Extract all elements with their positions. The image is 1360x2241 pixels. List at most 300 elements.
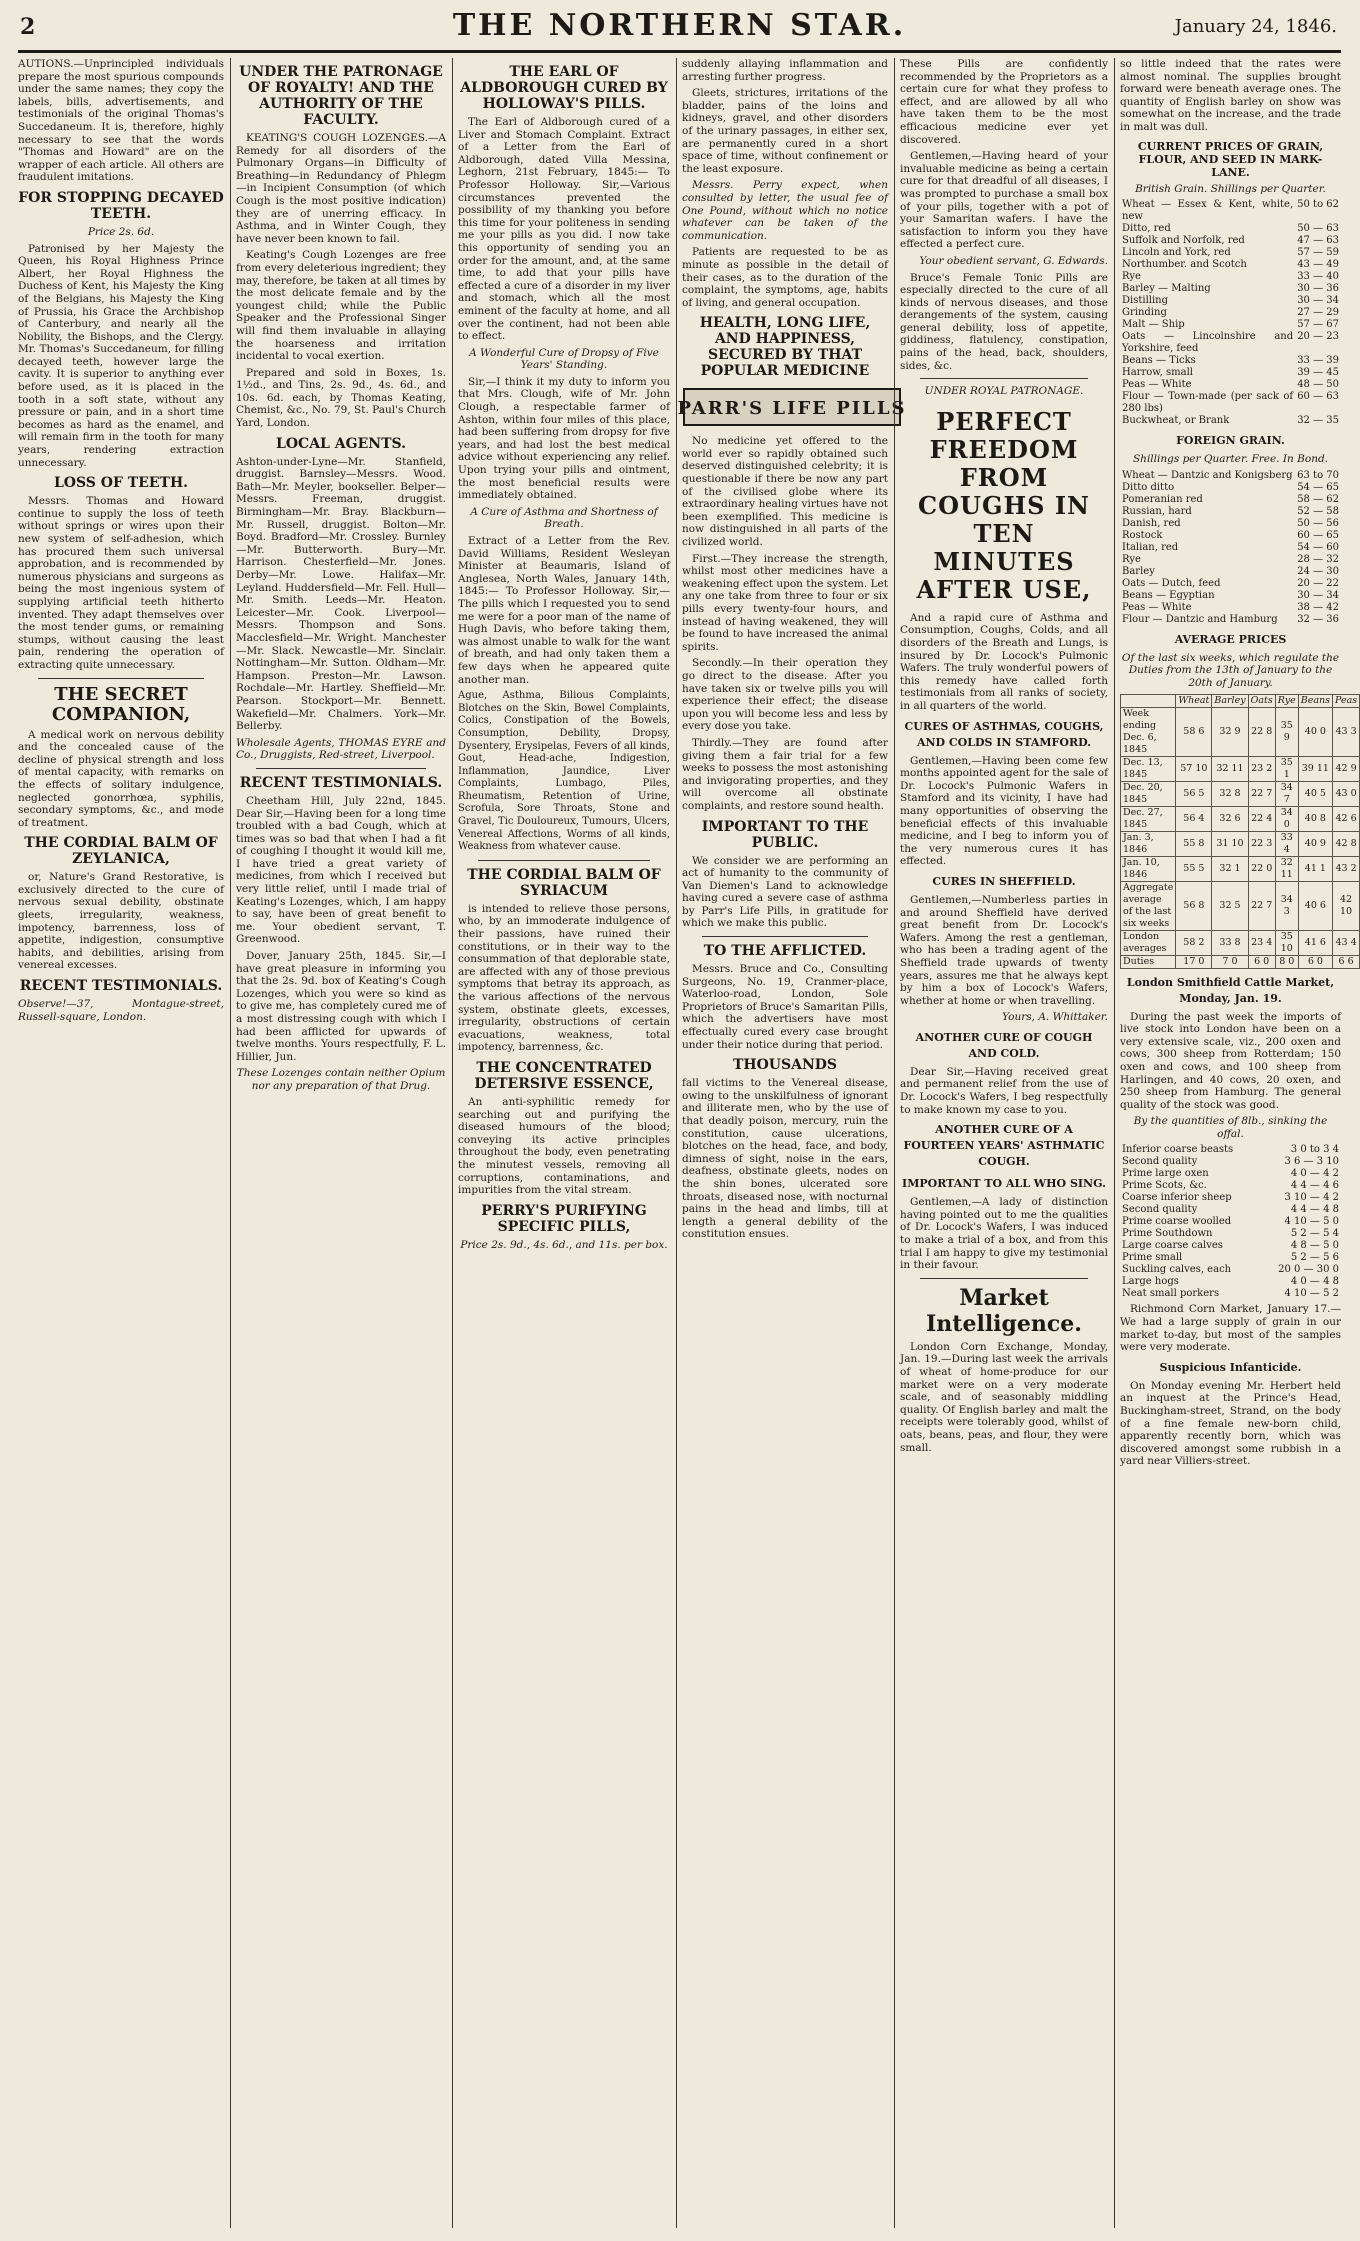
price-item-value: 60 — 63	[1297, 391, 1339, 403]
price-row	[1120, 1180, 1341, 1192]
price-item-value: 24 — 30	[1297, 565, 1339, 577]
average-prices-row	[1121, 707, 1360, 756]
parrs-life-pills-logo	[677, 387, 907, 427]
subheading-foreign-grain: Shillings per Quarter. Free. In Bond.	[1132, 453, 1329, 466]
average-prices-cell: 17 0	[1176, 955, 1212, 968]
paragraph-loss-of-teeth: Messrs. Thomas and Howard continue to supply the loss of teeth without springs or wires upon their new system of self-adhesion, which has procured them such universal approbation, and is recommended by numerous physicians and surgeons as being the most ingenious system of supplying artificial teeth hitherto invented. They adapt themselves over the most tender gums, or remaining stumps, without causing the least pain, rendering the operation of extracting quite unnecessary.	[18, 495, 224, 671]
heading-suspicious-infanticide: Suspicious Infanticide.	[1159, 1360, 1302, 1374]
price-item-name: Russian, hard	[1122, 505, 1192, 517]
column-2	[236, 58, 446, 2228]
price-item-name: Flour — Dantzic and Hamburg	[1122, 613, 1278, 625]
price-item-name: Grinding	[1122, 307, 1167, 319]
heading-secret-companion: THE SECRET COMPANION,	[51, 683, 191, 725]
divider	[920, 378, 1088, 379]
average-prices-cell: 22 4	[1248, 806, 1275, 831]
average-prices-cell: 42 6	[1333, 806, 1360, 831]
paragraph-secret-companion: A medical work on nervous debility and the concealed cause of the decline of physical strength and loss of mental capacity, with remarks on the effects of solitary indulgence, neglected gonorrhœa, syphilis, secondary symptoms, &c., and mode of treatment.	[18, 728, 224, 829]
price-item-name: Coarse inferior sheep	[1122, 1192, 1232, 1204]
price-item-value: 32 — 36	[1297, 613, 1339, 625]
price-item-value: 38 — 42	[1297, 601, 1339, 613]
column-rule	[894, 58, 895, 2228]
average-prices-cell: 43 4	[1333, 930, 1360, 955]
price-item-name: Barley	[1122, 565, 1155, 577]
average-prices-cell: 33 8	[1212, 930, 1248, 955]
price-row	[1120, 470, 1341, 482]
price-item-value: 30 — 36	[1297, 283, 1339, 295]
average-prices-week: Aggregate average of the last six weeks	[1121, 881, 1176, 930]
price-item-value: 20 — 22	[1297, 577, 1339, 589]
paragraph-balm-syriacum: is intended to relieve those persons, who, by an immoderate indulgence of their passions, have ruined their constitutions, or in their way to the consummation of that deplorable state, are affected with any of those previous symptoms that betray its approach, as the various affections of the nervous system, obstinate gleets, excesses, irregularity, obstructions of certain evacuations, weakness, total impotency, barrenness, &c.	[458, 902, 670, 1054]
heading-to-the-afflicted: TO THE AFFLICTED.	[703, 943, 867, 960]
price-item-name: Peas — White	[1122, 601, 1192, 613]
paragraph-stamford: Gentlemen,—Having been come few months appointed agent for the sale of Dr. Locock's Pulmonic Wafers in Stamford and its vicinity, I have had many opportunities of observing the beneficial effects of this invaluable medicine, and I beg to inform you of the very numerous cures it has effected.	[900, 754, 1108, 868]
price-item-value: 4 4 — 4 8	[1290, 1204, 1339, 1216]
price-item-value: 58 — 62	[1297, 493, 1339, 505]
price-item-name: Barley — Malting	[1122, 283, 1211, 295]
meat-prices-table	[1120, 1144, 1341, 1300]
price-item-name: Rye	[1122, 553, 1141, 565]
price-row	[1120, 1288, 1341, 1300]
average-prices-row	[1121, 806, 1360, 831]
price-row	[1120, 494, 1341, 506]
heading-stamford-cures: CURES OF ASTHMAS, COUGHS, AND COLDS IN STAMFORD.	[904, 719, 1104, 749]
average-prices-cell: 43 3	[1333, 707, 1360, 756]
agents-list: Ashton-under-Lyne—Mr. Stanfield, druggist. Barnsley—Messrs. Wood. Bath—Mr. Meyler, bookseller. Belper—Messrs. Freeman, druggist. Birmingham—Mr. Bray. Blackburn—Mr. Russell, druggist. Bolton—Mr. Boyd. Bradford—Mr. Crossley. Burnley—Mr. Butterworth. Bury—Mr. Harrison. Chesterfield—Mr. Jones. Derby—Mr. Lowe. Halifax—Mr. Leyland. Huddersfield—Mr. Fell. Hull—Mr. Smith. Leeds—Mr. Heaton. Leicester—Mr. Cook. Liverpool—Messrs. Thompson and Sons. Macclesfield—Mr. Wright. Manchester—Mr. Slack. Newcastle—Mr. Sinclair. Nottingham—Mr. Sutton. Oldham—Mr. Hampson. Preston—Mr. Lawson. Rochdale—Mr. Hartley. Sheffield—Mr. Pearson. Stockport—Mr. Bennett. Wakefield—Mr. Chalmers. York—Mr. Bellerby.	[236, 455, 446, 733]
average-prices-cell: 34 0	[1275, 806, 1298, 831]
price-item-name: Suckling calves, each	[1122, 1264, 1232, 1276]
heading-health-long-life: HEALTH, LONG LIFE, AND HAPPINESS, SECURED BY THAT POPULAR MEDICINE	[699, 315, 871, 380]
average-prices-cell: 56 4	[1176, 806, 1212, 831]
divider	[38, 678, 204, 679]
price-item-value: 47 — 63	[1297, 235, 1339, 247]
average-prices-cell: 32 5	[1212, 881, 1248, 930]
price-item-value: 4 0 — 4 8	[1290, 1276, 1339, 1288]
price-row	[1120, 271, 1341, 283]
price-item-name: Suffolk and Norfolk, red	[1122, 235, 1245, 247]
foreign-grain-table	[1120, 470, 1341, 626]
column-3	[458, 58, 670, 2228]
price-item-name: Prime large oxen	[1122, 1168, 1209, 1180]
price-row	[1120, 295, 1341, 307]
price-row	[1120, 367, 1341, 379]
average-prices-cell: 42 10	[1333, 881, 1360, 930]
subheading-meat-prices: By the quantities of 8lb., sinking the offal.	[1133, 1115, 1328, 1140]
price-row	[1120, 355, 1341, 367]
average-prices-header: Peas	[1333, 694, 1360, 707]
average-prices-cell: 23 2	[1248, 756, 1275, 781]
price-item-value: 33 — 40	[1297, 271, 1339, 283]
heading-sheffield-cures: CURES IN SHEFFIELD.	[932, 874, 1076, 888]
price-item-value: 27 — 29	[1297, 307, 1339, 319]
column-5	[900, 58, 1108, 2228]
average-prices-week: Dec. 13, 1845	[1121, 756, 1176, 781]
price-row	[1120, 1144, 1341, 1156]
paragraph-parr-celebrity: No medicine yet offered to the world ever so rapidly obtained such deserved distinguished celebrity; it is questionable if there be now any part of the civilised globe where its extraordinary healing virtues have not been exemplified. This medicine is now distinguished in all parts of the civilized world.	[682, 435, 888, 549]
price-item-value: 5 2 — 5 6	[1290, 1252, 1339, 1264]
price-item-value: 63 to 70	[1297, 469, 1339, 481]
newspaper-title: THE NORTHERN STAR.	[452, 8, 907, 43]
price-item-value: 60 — 65	[1297, 529, 1339, 541]
price-item-name: Second quality	[1122, 1156, 1198, 1168]
price-row	[1120, 530, 1341, 542]
price-row	[1120, 235, 1341, 247]
paragraph-thousands: fall victims to the Venereal disease, owing to the unskilfulness of ignorant and illiterate men, who by the use of that deadly poison, mercury, ruin the constitution, cause ulcerations, blotches on the head, face, and body, dimness of sight, noise in the ears, deafness, obstinate gleets, nodes on the shin bones, ulcerated sore throats, diseased nose, with nocturnal pains in the head and limbs, till at length a general debility of the constitution ensues.	[682, 1077, 888, 1241]
heading-cough-cold: ANOTHER CURE OF COUGH AND COLD.	[915, 1030, 1093, 1060]
heading-detersive-essence: THE CONCENTRATED DETERSIVE ESSENCE,	[474, 1059, 654, 1092]
paragraph-bruce-co: Messrs. Bruce and Co., Consulting Surgeons, No. 19, Cranmer-place, Waterloo-road, London, Sole Proprietors of Bruce's Samaritan Pills, which the advertisers have most effectually cured every case brought under their notice during that period.	[682, 963, 888, 1051]
price-item-value: 50 — 56	[1297, 517, 1339, 529]
average-prices-cell: 43 0	[1333, 781, 1360, 806]
paragraph-continued: suddenly allaying inflammation and arresting further progress.	[682, 58, 888, 83]
price-item-name: Rye	[1122, 271, 1141, 283]
paragraph-richmond: Richmond Corn Market, January 17.—We had a large supply of grain in our market to-day, but most of the samples were very moderate.	[1120, 1303, 1341, 1354]
paragraph-asthma: Extract of a Letter from the Rev. David Williams, Resident Wesleyan Minister at Beaumaris, Island of Anglesea, North Wales, January 14th, 1845:— To Professor Holloway. Sir,—The pills which I requested you to send me were for a poor man of the name of Hugh Davis, who before taking them, was almost unable to walk for the want of breath, and had only taken them a few days when he appeared quite another man.	[458, 535, 670, 686]
price-item-value: 3 6 — 3 10	[1284, 1156, 1339, 1168]
average-prices-week: Jan. 3, 1846	[1121, 831, 1176, 856]
price-item-name: Ditto ditto	[1122, 481, 1175, 493]
price-row	[1120, 1252, 1341, 1264]
price-item-value: 28 — 32	[1297, 553, 1339, 565]
price-item-value: 4 10 — 5 0	[1284, 1216, 1339, 1228]
price-item-name: Pomeranian red	[1122, 493, 1203, 505]
price-row	[1120, 283, 1341, 295]
heading-average-prices: AVERAGE PRICES	[1174, 632, 1287, 646]
average-prices-row	[1121, 955, 1360, 968]
price-item-name: Large coarse calves	[1122, 1240, 1223, 1252]
paragraph-gleets: Gleets, strictures, irritations of the bladder, pains of the loins and kidneys, gravel, and other disorders of the urinary passages, in either sex, are permanently cured in a short space of time, without confinement or the least exposure.	[682, 87, 888, 175]
price-item-name: Wheat — Essex & Kent, white, new	[1122, 199, 1294, 223]
price-row	[1120, 602, 1341, 614]
average-prices-week: London averages	[1121, 930, 1176, 955]
price-row	[1120, 506, 1341, 518]
price-row	[1120, 391, 1341, 415]
testimonial-dover: Dover, January 25th, 1845. Sir,—I have great pleasure in informing you that the 2s. 9d. box of Keating's Cough Lozenges, which you were so kind as to give me, has completely cured me of a most distressing cough with which I had been afflicted for upwards of twelve months. Yours respectfully, F. L. Hillier, Jun.	[236, 950, 446, 1063]
column-4	[677, 58, 907, 2228]
price-row	[1120, 199, 1341, 223]
paragraph-cough-cold: Dear Sir,—Having received great and permanent relief from the use of Dr. Locock's Wafers, I beg respectfully to make known my case to you.	[900, 1065, 1108, 1116]
column-rule	[676, 58, 677, 2228]
paragraph-patronised: Patronised by her Majesty the Queen, his Royal Highness Prince Albert, her Royal Highness the Duchess of Kent, his Majesty the King of the Belgians, his Majesty the King of Prussia, his Grace the Archbishop of Canterbury, and nearly all the Nobility, the Bishops, and the Clergy. Mr. Thomas's Succedaneum, for filling decayed teeth, however large the cavity. It is superior to anything ever before used, as it is placed in the tooth in a soft state, without any pressure or pain, and in a short time becomes as hard as the enamel, and will remain firm in the tooth for many years, rendering extraction unnecessary.	[18, 242, 224, 469]
price-item-value: 54 — 60	[1297, 541, 1339, 553]
price-item-name: Wheat — Dantzic and Konigsberg	[1122, 469, 1293, 481]
price-item-value: 54 — 65	[1297, 481, 1339, 493]
heading-testimonials: RECENT TESTIMONIALS.	[19, 978, 223, 995]
logo-text: PARR'S LIFE PILLS	[677, 398, 907, 420]
price-row	[1120, 379, 1341, 391]
average-prices-row	[1121, 781, 1360, 806]
price-item-value: 48 — 50	[1297, 379, 1339, 391]
average-prices-cell: 8 0	[1275, 955, 1298, 968]
heading-smithfield: London Smithfield Cattle Market, Monday, Jan. 19.	[1126, 975, 1335, 1005]
average-prices-header: Barley	[1212, 694, 1248, 707]
price-item-value: 4 10 — 5 2	[1284, 1288, 1339, 1300]
average-prices-table	[1120, 694, 1360, 969]
price-row	[1120, 542, 1341, 554]
heading-perry-pills: PERRY'S PURIFYING SPECIFIC PILLS,	[481, 1202, 647, 1235]
average-prices-cell: 42 8	[1333, 831, 1360, 856]
paragraph-sheffield: Gentlemen,—Numberless parties in and around Sheffield have derived great benefit from Dr. Locock's Wafers. Among the rest a gentleman, who has been a trading agent of the Sheffield trade upwards of twenty years, assures me that he always kept by him a box of Locock's Wafers, whether at home or when travelling.	[900, 893, 1108, 1007]
paragraph-earl-letter: The Earl of Aldborough cured of a Liver and Stomach Complaint. Extract of a Letter from the Earl of Aldborough, dated Villa Messina, Leghorn, 21st February, 1845:— To Professor Holloway. Sir,—Various circumstances prevented the possibility of my thanking you before this time for your politeness in sending me your pills as you did. I now take this opportunity of sending you an order for the amount, and, at the same time, to add that your pills have effected a cure of a disorder in my liver and stomach, which all the most eminent of the faculty at home, and all over the continent, had not been able to effect.	[458, 116, 670, 343]
paragraph-pills-recommended: These Pills are confidently recommended by the Proprietors as a certain cure for what they profess to effect, and are allowed by all who have taken them to be the most efficacious medicine ever yet discovered.	[900, 58, 1108, 146]
average-prices-cell: 22 3	[1248, 831, 1275, 856]
column-rule	[1114, 58, 1115, 2228]
price-row	[1120, 1216, 1341, 1228]
price-item-name: Beans — Ticks	[1122, 355, 1196, 367]
paragraph-patients: Patients are requested to be as minute as possible in the detail of their cases, as to the duration of the complaint, the symptoms, age, habits of living, and general occupation.	[682, 246, 888, 309]
heading-asthma-cure: A Cure of Asthma and Shortness of Breath.	[470, 505, 658, 531]
average-prices-cell: 6 6	[1333, 955, 1360, 968]
average-prices-week: Dec. 20, 1845	[1121, 781, 1176, 806]
page-number: 2	[20, 14, 36, 40]
price-item-name: Lincoln and York, red	[1122, 247, 1231, 259]
heading-earl-aldborough: THE EARL OF ALDBOROUGH CURED BY HOLLOWAY'S PILLS.	[460, 64, 668, 112]
average-prices-cell: 23 4	[1248, 930, 1275, 955]
average-prices-header: Rye	[1275, 694, 1298, 707]
price-item-value: 30 — 34	[1297, 295, 1339, 307]
price-item-value: 4 4 — 4 6	[1290, 1180, 1339, 1192]
price-item-name: Neat small porkers	[1122, 1288, 1220, 1300]
price-item-name: Northumber. and Scotch	[1122, 259, 1247, 271]
average-prices-header: Wheat	[1176, 694, 1212, 707]
signer-edwards: Your obedient servant, G. Edwards.	[919, 254, 1108, 267]
price-item-name: Peas — White	[1122, 379, 1192, 391]
price-item-name: Inferior coarse beasts	[1122, 1144, 1234, 1156]
average-prices-cell: 22 8	[1248, 707, 1275, 756]
average-prices-cell: 58 6	[1176, 707, 1212, 756]
average-prices-week: Dec. 27, 1845	[1121, 806, 1176, 831]
average-prices-header: Oats	[1248, 694, 1275, 707]
heading-cordial-balm: THE CORDIAL BALM OF ZEYLANICA,	[24, 835, 218, 868]
paragraph-sing: Gentlemen,—A lady of distinction having pointed out to me the qualities of Dr. Locock's Wafers, I was induced to make a trial of a box, and from this trial I am happy to give my testimonial in their favour.	[900, 1196, 1108, 1272]
price-row	[1120, 1240, 1341, 1252]
paragraph-corn-exchange: London Corn Exchange, Monday, Jan. 19.—During last week the arrivals of wheat of home-produce for our market were on a very moderate scale, and of seasonably middling quality. Of English barley and malt the receipts were tolerably good, whilst of oats, beans, peas, and flour, they were small.	[900, 1340, 1108, 1454]
price-row	[1120, 1168, 1341, 1180]
price-item-name: Prime small	[1122, 1252, 1183, 1264]
average-prices-cell: 32 6	[1212, 806, 1248, 831]
price-item-value: 30 — 34	[1297, 589, 1339, 601]
price-row	[1120, 518, 1341, 530]
average-prices-cell: 40 6	[1298, 881, 1332, 930]
paragraph-keating-delicate: Keating's Cough Lozenges are free from every deleterious ingredient; they may, therefore, be taken at all times by the most delicate female and by the youngest child; while the Public Speaker and the Professional Singer will find them invaluable in allaying the hoarseness and irritation incidental to vocal exertion.	[236, 249, 446, 363]
price-item-value: 39 — 45	[1297, 367, 1339, 379]
price-row	[1120, 1276, 1341, 1288]
price-row	[1120, 247, 1341, 259]
price-item-value: 33 — 39	[1297, 355, 1339, 367]
average-prices-cell: 34 3	[1275, 881, 1298, 930]
price-row	[1120, 1192, 1341, 1204]
headline-perfect-freedom: PERFECT FREEDOM FROM COUGHS IN TEN MINUTES AFTER USE,	[916, 406, 1092, 604]
average-prices-row	[1121, 930, 1360, 955]
price-perry-pills: Price 2s. 9d., 4s. 6d., and 11s. per box.	[460, 1238, 668, 1251]
average-prices-cell: 56 5	[1176, 781, 1212, 806]
column-1-footer: Observe!—37, Montague-street, Russell-square, London.	[18, 998, 224, 1023]
british-grain-table	[1120, 199, 1341, 427]
paragraph-female-tonic: Bruce's Female Tonic Pills are especially directed to the cure of all kinds of nervous diseases, and those derangements of the system, causing general debility, loss of appetite, giddiness, flatulency, constipation, pains of the head, back, shoulders, sides, &c.	[900, 271, 1108, 372]
price-row	[1120, 331, 1341, 355]
price-row	[1120, 1228, 1341, 1240]
price-item-value: 4 0 — 4 2	[1290, 1168, 1339, 1180]
heading-local-agents: LOCAL AGENTS.	[276, 435, 406, 452]
average-prices-header: Beans	[1298, 694, 1332, 707]
heading-recent-testimonials: RECENT TESTIMONIALS.	[239, 774, 443, 791]
wholesale-agents: Wholesale Agents, THOMAS EYRE and Co., Druggists, Red-street, Liverpool.	[236, 736, 446, 762]
heading-fourteen-years: ANOTHER CURE OF A FOURTEEN YEARS' ASTHMATIC COUGH.	[903, 1123, 1105, 1169]
price-item-value: 32 — 35	[1297, 415, 1339, 427]
heading-loss-of-teeth: LOSS OF TEETH.	[53, 475, 189, 492]
subheading-average-prices: Of the last six weeks, which regulate the Duties from the 13th of January to the 20th of January.	[1121, 651, 1340, 689]
price-item-name: Distilling	[1122, 295, 1169, 307]
price-row	[1120, 223, 1341, 235]
average-prices-row	[1121, 831, 1360, 856]
price-row	[1120, 566, 1341, 578]
divider	[702, 936, 868, 937]
average-prices-cell: 41 1	[1298, 856, 1332, 881]
price-item-value: 5 2 — 5 4	[1290, 1228, 1339, 1240]
average-prices-cell: 40 0	[1298, 707, 1332, 756]
average-prices-cell: 42 9	[1333, 756, 1360, 781]
average-prices-cell: 43 2	[1333, 856, 1360, 881]
average-prices-week: Duties	[1121, 955, 1176, 968]
price-row	[1120, 1264, 1341, 1276]
heading-foreign-grain: FOREIGN GRAIN.	[1176, 434, 1285, 448]
price-item-value: 4 8 — 5 0	[1290, 1240, 1339, 1252]
heading-stopping-teeth: FOR STOPPING DECAYED TEETH.	[18, 189, 224, 222]
no-opium-note: These Lozenges contain neither Opium nor any preparation of that Drug.	[236, 1067, 446, 1092]
paragraph-market-continued: so little indeed that the rates were almost nominal. The supplies brought forward were beneath average ones. The quantity of English barley on show was somewhat on the increase, and the trade in malt was dull.	[1120, 58, 1341, 133]
price-item-value: 43 — 49	[1297, 259, 1339, 271]
price-row	[1120, 482, 1341, 494]
column-6	[1120, 58, 1358, 2228]
price-item-name: Malt — Ship	[1122, 319, 1185, 331]
paragraph-cordial-balm: or, Nature's Grand Restorative, is exclusively directed to the cure of nervous sexual debility, obstinate gleets, irregularity, weakness, impotency, barrenness, loss of appetite, indigestion, consumptive habits, and debilities, arising from venereal excesses.	[18, 871, 224, 972]
price-row	[1120, 578, 1341, 590]
price-row	[1120, 259, 1341, 271]
average-prices-cell: 6 0	[1248, 955, 1275, 968]
signer-whittaker: Yours, A. Whittaker.	[1002, 1011, 1108, 1024]
paragraph-van-diemen: We consider we are performing an act of humanity to the community of Van Diemen's Land to acknowledge having cured a severe case of asthma by Parr's Life Pills, in gratitude for which we make this public.	[682, 854, 888, 930]
price-item-name: Prime Southdown	[1122, 1228, 1213, 1240]
caution-notice: AUTIONS.—Unprincipled individuals prepare the most spurious compounds under the same names; they copy the labels, bills, advertisements, and testimonials of the original Thomas's Succedaneum. It is, therefore, highly necessary to see that the words "Thomas and Howard" are on the wrapper of each article. All others are fraudulent imitations.	[18, 58, 224, 184]
heading-all-who-sing: IMPORTANT TO ALL WHO SING.	[902, 1177, 1106, 1191]
price-item-name: Rostock	[1122, 529, 1163, 541]
average-prices-cell: 40 5	[1298, 781, 1332, 806]
divider	[920, 1278, 1088, 1279]
average-prices-cell: 32 11	[1212, 756, 1248, 781]
price-item-name: Buckwheat, or Brank	[1122, 415, 1230, 427]
price-item-value: 52 — 58	[1297, 505, 1339, 517]
average-prices-cell: 6 0	[1298, 955, 1332, 968]
average-prices-cell: 34 7	[1275, 781, 1298, 806]
price-item-value: 50 — 63	[1297, 223, 1339, 235]
price-item-name: Beans — Egyptian	[1122, 589, 1215, 601]
paragraph-keating-prepared: Prepared and sold in Boxes, 1s. 1½d., and Tins, 2s. 9d., 4s. 6d., and 10s. 6d. each, by Thomas Keating, Chemist, &c., No. 79, St. Paul's Church Yard, London.	[236, 366, 446, 430]
average-prices-cell: 32 11	[1275, 856, 1298, 881]
price-stopping-teeth: Price 2s. 6d.	[87, 225, 155, 238]
average-prices-row	[1121, 881, 1360, 930]
column-rule	[230, 58, 231, 2228]
heading-market-intelligence: Market Intelligence.	[926, 1284, 1082, 1337]
heading-important-public: IMPORTANT TO THE PUBLIC.	[701, 818, 869, 851]
paragraph-keating-lozenges: KEATING'S COUGH LOZENGES.—A Remedy for all disorders of the Pulmonary Organs—in Difficulty of Breathing—in Redundancy of Phlegm—in Incipient Consumption (of which Cough is the most positive indication) they are of unerring efficacy. In Asthma, and in Winter Cough, they have never been known to fail.	[236, 132, 446, 245]
price-item-name: Oats — Dutch, feed	[1122, 577, 1221, 589]
masthead-rule	[18, 52, 1341, 53]
price-row	[1120, 614, 1341, 626]
price-item-name: Flour — Town-made (per sack of 280 lbs)	[1122, 391, 1294, 415]
average-prices-cell: 55 5	[1176, 856, 1212, 881]
price-item-value: 3 10 — 4 2	[1284, 1192, 1339, 1204]
average-prices-cell: 58 2	[1176, 930, 1212, 955]
average-prices-week: Week ending Dec. 6, 1845	[1121, 707, 1176, 756]
price-item-value: 57 — 59	[1297, 247, 1339, 259]
average-prices-row	[1121, 756, 1360, 781]
price-item-name: Italian, red	[1122, 541, 1179, 553]
price-item-name: Oats — Lincolnshire and Yorkshire, feed	[1122, 331, 1294, 355]
average-prices-cell: 57 10	[1176, 756, 1212, 781]
average-prices-cell: 35 9	[1275, 707, 1298, 756]
heading-thousands: THOUSANDS	[732, 1057, 838, 1074]
paragraph-dropsy: Sir,—I think it my duty to inform you that Mrs. Clough, wife of Mr. John Clough, a respectable farmer of Ashton, within four miles of this place, had been suffering from dropsy for five years, and had lost the best medical advice without experiencing any relief. Upon trying your pills and ointment, the most beneficial results were immediately obtained.	[458, 375, 670, 502]
heading-royalty-patronage: UNDER THE PATRONAGE OF ROYALTY! AND THE AUTHORITY OF THE FACULTY.	[239, 64, 443, 128]
average-prices-cell: 40 8	[1298, 806, 1332, 831]
paragraph-parr-second: Secondly.—In their operation they go direct to the disease. After you have taken six or twelve pills you will experience their effect; the disease upon you will become less and less by every dose you take.	[682, 657, 888, 733]
average-prices-cell: 32 9	[1212, 707, 1248, 756]
average-prices-cell: 39 11	[1298, 756, 1332, 781]
price-item-value: 50 to 62	[1297, 199, 1339, 211]
price-row	[1120, 319, 1341, 331]
price-item-value: 57 — 67	[1297, 319, 1339, 331]
heading-dropsy-cure: A Wonderful Cure of Dropsy of Five Years' Standing.	[469, 346, 659, 372]
heading-royal-patronage: UNDER ROYAL PATRONAGE.	[924, 385, 1084, 398]
heading-current-prices: CURRENT PRICES OF GRAIN, FLOUR, AND SEED IN MARK-LANE.	[1137, 139, 1324, 179]
price-item-name: Ditto, red	[1122, 223, 1171, 235]
average-prices-cell: 32 1	[1212, 856, 1248, 881]
average-prices-row	[1121, 856, 1360, 881]
average-prices-cell: 31 10	[1212, 831, 1248, 856]
price-row	[1120, 307, 1341, 319]
average-prices-cell: 41 6	[1298, 930, 1332, 955]
price-item-name: Large hogs	[1122, 1276, 1179, 1288]
price-item-name: Danish, red	[1122, 517, 1181, 529]
testimonial-cheetham-hill: Cheetham Hill, July 22nd, 1845. Dear Sir,—Having been for a long time troubled with a bad Cough, which at times was so bad that when I had a fit of coughing I thought it would kill me, I have tried a great variety of medicines, from which I received but very little relief, until I made trial of Keating's Lozenges, which, I am happy to say, have been of great benefit to me. Your obedient servant, T. Greenwood.	[236, 794, 446, 946]
paragraph-infanticide: On Monday evening Mr. Herbert held an inquest at the Prince's Head, Buckingham-street, Strand, on the body of a fine female new-born child, apparently recently born, which was discovered amongst some rubbish in a yard near Villiers-street.	[1120, 1379, 1341, 1468]
column-1	[18, 58, 224, 2228]
average-prices-cell: 22 7	[1248, 781, 1275, 806]
average-prices-header	[1121, 694, 1176, 707]
paragraph-locock-wafers: And a rapid cure of Asthma and Consumption, Coughs, Colds, and all disorders of the Breath and Lungs, is insured by Dr. Locock's Pulmonic Wafers. The truly wonderful powers of this remedy have called forth testimonials from all ranks of society, in all quarters of the world.	[900, 611, 1108, 712]
divider	[478, 860, 650, 861]
paragraph-parr-first: First.—They increase the strength, whilst most other medicines have a weakening effect upon the system. Let any one take from three to four or six pills every twenty-four hours, and instead of having weakened, they will be found to have increased the animal spirits.	[682, 552, 888, 653]
average-prices-cell: 32 8	[1212, 781, 1248, 806]
average-prices-week: Jan. 10, 1846	[1121, 856, 1176, 881]
paragraph-smithfield: During the past week the imports of live stock into London have been on a very extensive scale, viz., 200 oxen and cows, 300 sheep from Rotterdam; 150 oxen and cows, and 100 sheep from Harlingen, and 40 cows, 20 oxen, and 250 sheep from Hamburg. The general quality of the stock was good.	[1120, 1010, 1341, 1111]
price-row	[1120, 415, 1341, 427]
price-item-name: Prime Scots, &c.	[1122, 1180, 1207, 1192]
price-row	[1120, 590, 1341, 602]
price-item-name: Harrow, small	[1122, 367, 1193, 379]
average-prices-cell: 35 1	[1275, 756, 1298, 781]
diseases-list: Ague, Asthma, Bilious Complaints, Blotches on the Skin, Bowel Complaints, Colics, Constipation of the Bowels, Consumption, Debility, Dropsy, Dysentery, Erysipelas, Fevers of all kinds, Gout, Head-ache, Indigestion, Inflammation, Jaundice, Liver Complaints, Lumbago, Piles, Rheumatism, Retention of Urine, Scrofula, Sore Throats, Stone and Gravel, Tic Douloureux, Tumours, Ulcers, Venereal Affections, Worms of all kinds, Weakness from whatever cause.	[458, 690, 670, 853]
paragraph-perry-fee: Messrs. Perry expect, when consulted by letter, the usual fee of One Pound, without which no notice whatever can be taken of the communication.	[682, 179, 888, 242]
paragraph-parr-third: Thirdly.—They are found after giving them a fair trial for a few weeks to possess the most astonishing and invigorating properties, and they will overcome all obstinate complaints, and restore sound health.	[682, 736, 888, 812]
price-row	[1120, 554, 1341, 566]
price-item-value: 20 0 — 30 0	[1278, 1264, 1339, 1276]
average-prices-cell: 56 8	[1176, 881, 1212, 930]
paragraph-detersive-essence: An anti-syphilitic remedy for searching out and purifying the diseased humours of the blood; conveying its active principles throughout the body, even penetrating the minutest vessels, removing all corruptions, contaminations, and impurities from the vital stream.	[458, 1095, 670, 1197]
subheading-british-grain: British Grain. Shillings per Quarter.	[1135, 182, 1326, 195]
divider	[256, 768, 426, 769]
average-prices-cell: 7 0	[1212, 955, 1248, 968]
column-rule	[452, 58, 453, 2228]
